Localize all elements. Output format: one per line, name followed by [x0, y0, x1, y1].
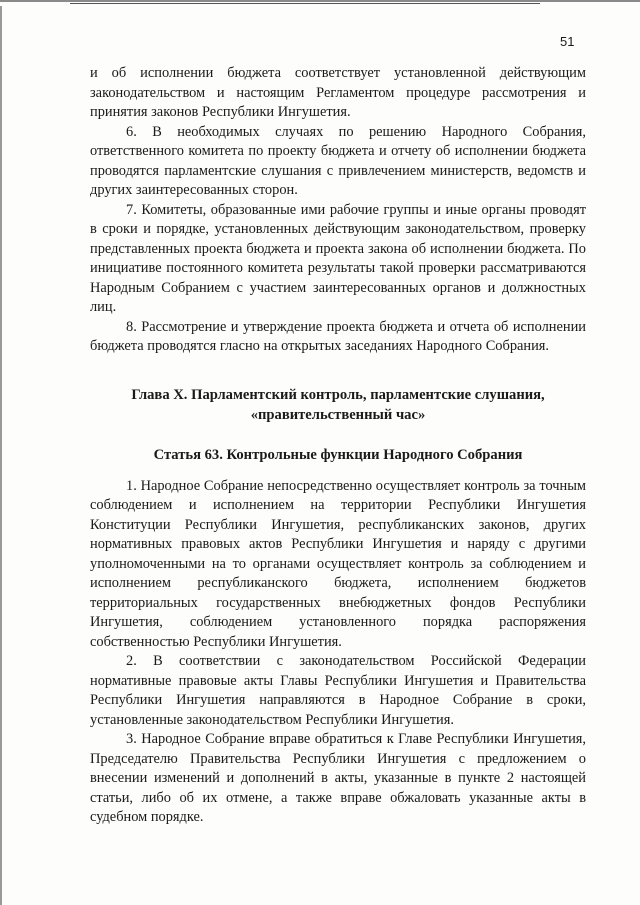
chapter-title	[90, 385, 586, 425]
paragraph-article-item-2: 2. В соответствии с законодательством Российской Федерации нормативные правовые акты Главы Республики Ингушетия и Правительства Республики Ингушетия направляются в Народное Собрание в сроки, установленные законодательством Республики Ингушетия.	[90, 653, 586, 728]
document-body	[90, 64, 586, 828]
paragraph-item-6: 6. В необходимых случаях по решению Народного Собрания, ответственного комитета по проекту бюджета и отчету об исполнении бюджета проводятся парламентские слушания с привлечением министерств, ведомств и других заинтересованных сторон.	[90, 123, 586, 198]
paragraph-item-7: 7. Комитеты, образованные ими рабочие группы и иные органы проводят в сроки и порядке, установленных действующим законодательством, проверку представленных проекта бюджета и проекта закона об исполнении бюджета. По инициативе постоянного комитета результаты такой проверки рассматриваются Народным Собранием с участием заинтересованных органов и должностных лиц.	[90, 201, 586, 315]
paragraphs-bottom	[90, 477, 586, 828]
chapter-title-line-2: «правительственный час»	[250, 406, 426, 423]
paragraph-article-item-3: 3. Народное Собрание вправе обратиться к Главе Республики Ингушетия, Председателю Правительства Республики Ингушетия с предложением о внесении изменений и дополнений в акты, указанные в пункте 2 настоящей статьи, либо об их отмене, а также вправе обжаловать указанные акты в судебном порядке.	[90, 731, 586, 825]
chapter-title-line-1: Глава X. Парламентский контроль, парламентские слушания,	[131, 386, 545, 403]
paragraph-article-item-1: 1. Народное Собрание непосредственно осуществляет контроль за точным соблюдением и исполнением на территории Республики Ингушетия Конституции Республики Ингушетия, республиканских законов, других нормативных правовых актов Республики Ингушетия и наряду с другими уполномоченными на то органами осуществляет контроль за соблюдением и исполнением республиканского бюджета, исполнением бюджетов территориальных государственных внебюджетных фондов Республики Ингушетия, соблюдением установленного порядка распоряжения собственностью Республики Ингушетия.	[90, 477, 586, 650]
page-number: 51	[560, 34, 575, 49]
paragraph-continuation: и об исполнении бюджета соответствует установленной действующим законодательством и настоящим Регламентом процедуре рассмотрения и принятия законов Республики Ингушетия.	[90, 65, 586, 120]
scan-edge-top	[0, 0, 640, 2]
paragraphs-top	[90, 64, 586, 357]
scan-edge-left	[0, 6, 2, 905]
paragraph-item-8: 8. Рассмотрение и утверждение проекта бюджета и отчета об исполнении бюджета проводятся гласно на открытых заседаниях Народного Собрания.	[90, 318, 586, 354]
article-title: Статья 63. Контрольные функции Народного Собрания	[153, 446, 523, 463]
scan-rule	[70, 3, 540, 4]
